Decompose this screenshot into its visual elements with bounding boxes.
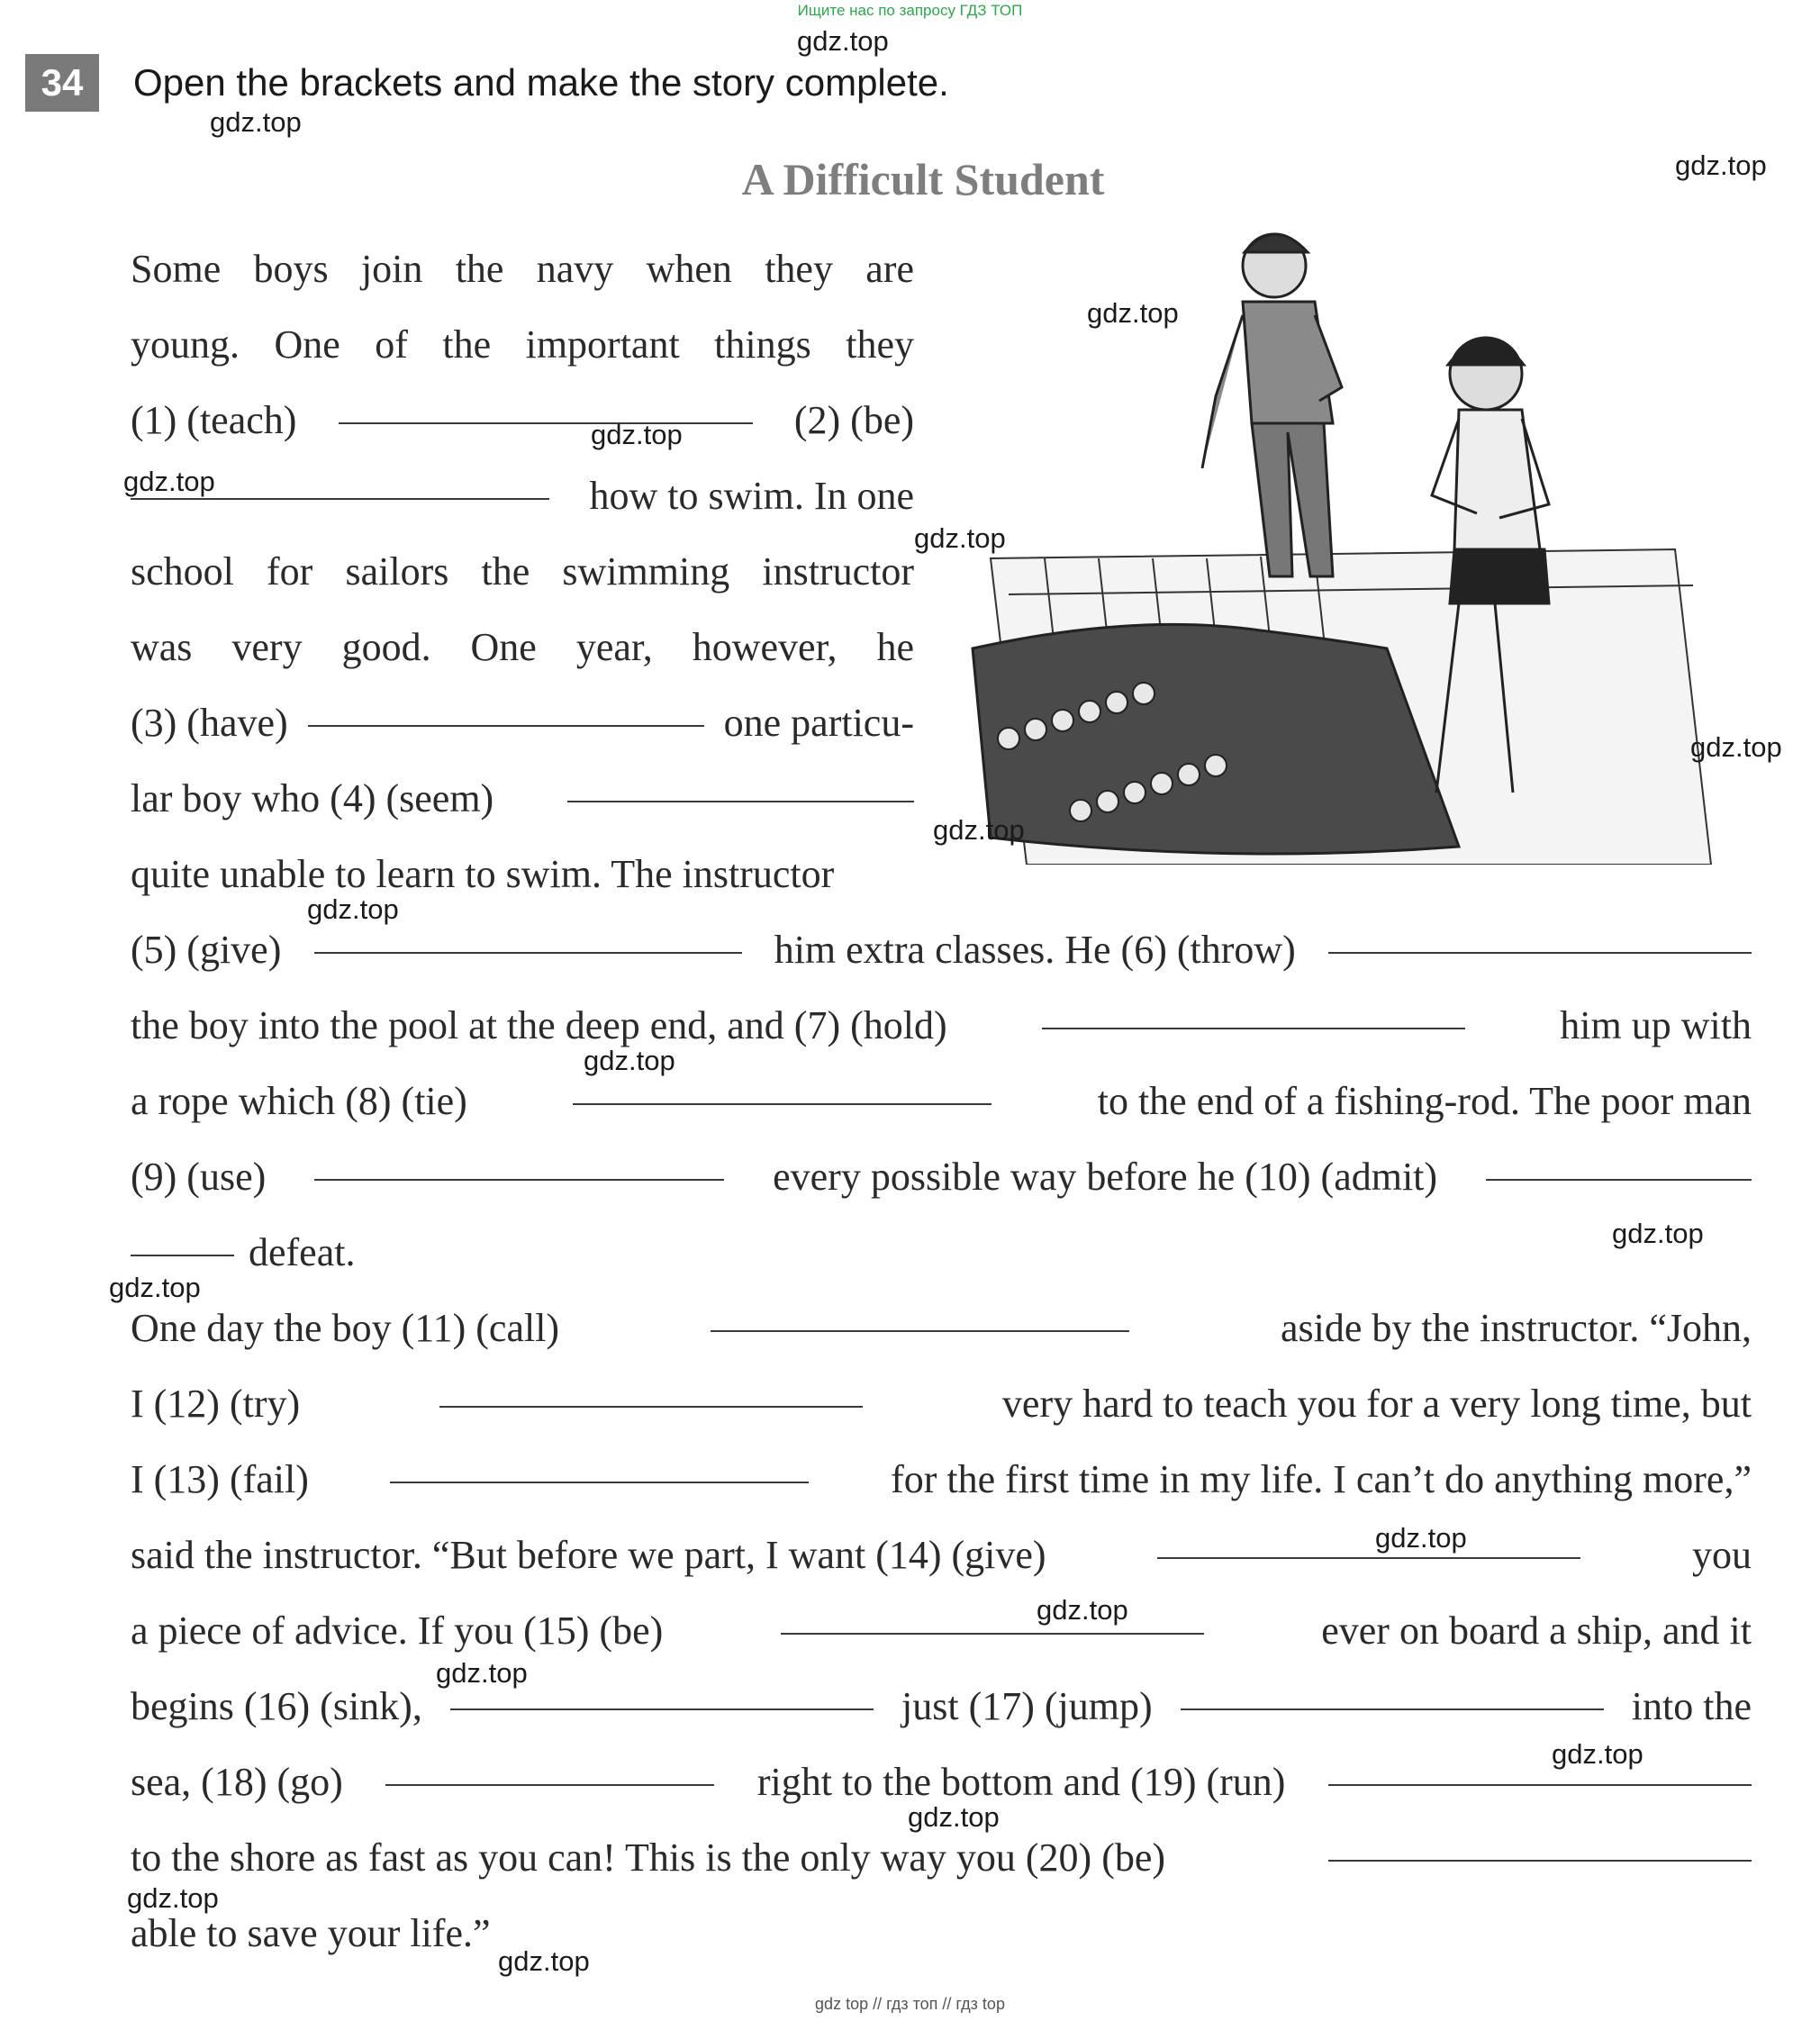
- story-text-fragment: for the first time in my life. I can’t do anything more,”: [891, 1457, 1752, 1501]
- story-text-fragment: they: [846, 322, 914, 367]
- watermark: gdz.top: [1552, 1738, 1643, 1770]
- story-text-fragment: a piece of advice. If you (15) (be): [131, 1609, 664, 1653]
- watermark: gdz.top: [1037, 1594, 1128, 1626]
- story-text-fragment: (3) (have): [131, 701, 288, 745]
- exercise-instruction: Open the brackets and make the story complete.: [133, 61, 949, 104]
- story-text-fragment: instructor: [762, 549, 914, 594]
- story-text-fragment: one particu-: [723, 701, 914, 745]
- story-line: [131, 850, 914, 899]
- watermark: gdz.top: [1690, 731, 1782, 763]
- story-text-fragment: aside by the instructor. “John,: [1280, 1306, 1752, 1350]
- watermark: gdz.top: [1612, 1218, 1704, 1249]
- story-line: [131, 396, 914, 445]
- story-text-fragment: how to swim. In one: [589, 474, 914, 518]
- story-line: [131, 1304, 1752, 1353]
- exercise-number-badge: 34: [25, 54, 99, 112]
- story-text-fragment: are: [865, 247, 914, 291]
- watermark: gdz.top: [591, 419, 683, 450]
- story-text-fragment: navy: [536, 247, 614, 291]
- story-line: [131, 623, 914, 672]
- story-line: [131, 699, 914, 748]
- story-text-fragment: year,: [575, 625, 653, 669]
- story-text-fragment: able to save your life.”: [131, 1911, 491, 1955]
- story-text-fragment: One day the boy (11) (call): [131, 1306, 560, 1350]
- watermark: gdz.top: [797, 25, 889, 57]
- story-text-fragment: ever on board a ship, and it: [1321, 1609, 1752, 1653]
- answer-blank[interactable]: [1181, 1708, 1604, 1710]
- story-line: [131, 472, 914, 521]
- story-text-fragment: he: [876, 625, 914, 669]
- watermark: gdz.top: [210, 106, 302, 138]
- top-banner[interactable]: Ищите нас по запросу ГДЗ ТОП: [797, 2, 1023, 19]
- answer-blank[interactable]: [1042, 1027, 1465, 1029]
- story-line: [131, 1607, 1752, 1655]
- story-text-fragment: every possible way before he (10) (admit): [773, 1155, 1438, 1199]
- story-line: [131, 775, 914, 823]
- story-text-fragment: lar boy who (4) (seem): [131, 776, 494, 820]
- story-line: [131, 321, 914, 369]
- story-text-fragment: swimming: [562, 549, 730, 594]
- story-line: [131, 1153, 1752, 1201]
- answer-blank[interactable]: [339, 421, 753, 424]
- watermark: gdz.top: [933, 814, 1025, 846]
- pool-illustration: [955, 216, 1729, 865]
- story-text-fragment: was: [131, 625, 193, 669]
- watermark: gdz.top: [498, 1945, 590, 1977]
- story-text-fragment: him extra classes. He (6) (throw): [774, 928, 1296, 972]
- story-text-fragment: when: [646, 247, 732, 291]
- story-text-fragment: school: [131, 549, 234, 594]
- story-line: [131, 926, 1752, 974]
- story-text-fragment: important: [525, 322, 680, 367]
- story-text-fragment: I (12) (try): [131, 1382, 301, 1426]
- story-text-fragment: sea, (18) (go): [131, 1760, 343, 1804]
- story-text-fragment: said the instructor. “But before we part, I want (14) (give): [131, 1533, 1046, 1577]
- answer-blank[interactable]: [450, 1708, 874, 1710]
- watermark: gdz.top: [908, 1801, 1000, 1833]
- story-text-fragment: for: [267, 549, 313, 594]
- answer-blank[interactable]: [314, 1178, 724, 1181]
- answer-blank[interactable]: [781, 1632, 1204, 1635]
- story-text-fragment: (9) (use): [131, 1155, 267, 1199]
- story-text-fragment: the: [455, 247, 504, 291]
- story-text-fragment: to the end of a fishing-rod. The poor man: [1097, 1079, 1752, 1123]
- story-text-fragment: just (17) (jump): [901, 1684, 1153, 1728]
- story-text-fragment: a rope which (8) (tie): [131, 1079, 467, 1123]
- watermark: gdz.top: [584, 1045, 675, 1076]
- story-line: [131, 1380, 1752, 1428]
- watermark: gdz.top: [123, 466, 215, 497]
- answer-blank[interactable]: [1157, 1556, 1580, 1559]
- watermark: gdz.top: [436, 1657, 528, 1689]
- watermark: gdz.top: [1375, 1522, 1467, 1554]
- story-title: A Difficult Student: [741, 154, 1105, 204]
- story-text-fragment: sailors: [345, 549, 449, 594]
- story-line: [131, 1455, 1752, 1504]
- answer-blank[interactable]: [1328, 1859, 1752, 1862]
- footer-links[interactable]: gdz top // гдз топ // гдз top: [815, 1995, 1005, 2013]
- story-line: [131, 1228, 378, 1277]
- answer-blank[interactable]: [1328, 951, 1752, 954]
- story-text-fragment: good.: [341, 625, 431, 669]
- story-text-fragment: him up with: [1560, 1003, 1752, 1047]
- answer-blank[interactable]: [385, 1783, 714, 1786]
- watermark: gdz.top: [914, 522, 1006, 554]
- story-line: [131, 1531, 1752, 1580]
- story-text-fragment: of: [375, 322, 408, 367]
- answer-blank[interactable]: [390, 1481, 809, 1483]
- story-text-fragment: quite unable to learn to swim. The instructor: [131, 852, 835, 896]
- watermark: gdz.top: [127, 1882, 219, 1914]
- story-text-fragment: into the: [1631, 1684, 1752, 1728]
- answer-blank[interactable]: [573, 1102, 991, 1105]
- story-text-fragment: you: [1692, 1533, 1752, 1577]
- story-line: [131, 1077, 1752, 1126]
- story-line: [131, 548, 914, 596]
- story-text-fragment: boys: [253, 247, 329, 291]
- story-text-fragment: young.: [131, 322, 240, 367]
- story-text-fragment: to the shore as fast as you can! This is the only way you (20) (be): [131, 1835, 1166, 1880]
- watermark: gdz.top: [307, 893, 399, 925]
- story-text-fragment: One: [274, 322, 340, 367]
- answer-blank[interactable]: [314, 951, 742, 954]
- answer-blank[interactable]: [308, 724, 704, 727]
- story-text-fragment: join: [360, 247, 423, 291]
- story-text-fragment: the: [442, 322, 492, 367]
- story-text-fragment: very: [231, 625, 303, 669]
- watermark: gdz.top: [1675, 150, 1767, 181]
- story-line: [131, 245, 914, 294]
- answer-blank[interactable]: [131, 1254, 234, 1256]
- story-text-fragment: the: [481, 549, 530, 594]
- story-text-fragment: (5) (give): [131, 928, 282, 972]
- answer-blank[interactable]: [1328, 1783, 1752, 1786]
- story-text-fragment: however,: [692, 625, 838, 669]
- answer-blank[interactable]: [567, 800, 914, 802]
- watermark: gdz.top: [109, 1272, 201, 1303]
- story-line: [131, 1001, 1752, 1050]
- answer-blank[interactable]: [711, 1329, 1129, 1332]
- story-line: [131, 1682, 1752, 1731]
- story-text-fragment: (1) (teach): [131, 398, 297, 442]
- story-line: [131, 1758, 1752, 1807]
- watermark: gdz.top: [1087, 297, 1179, 329]
- story-text-fragment: right to the bottom and (19) (run): [756, 1760, 1286, 1804]
- story-text-fragment: One: [470, 625, 537, 669]
- story-text-fragment: (2) (be): [793, 398, 914, 442]
- story-text-fragment: the boy into the pool at the deep end, and (7) (hold): [131, 1003, 947, 1047]
- story-text-fragment: very hard to teach you for a very long time, but: [1001, 1382, 1752, 1426]
- story-text-fragment: I (13) (fail): [131, 1457, 309, 1501]
- story-text-fragment: defeat.: [249, 1230, 356, 1274]
- answer-blank[interactable]: [439, 1405, 863, 1408]
- answer-blank[interactable]: [1486, 1178, 1752, 1181]
- story-text-fragment: things: [714, 322, 811, 367]
- story-text-fragment: they: [765, 247, 833, 291]
- story-text-fragment: Some: [131, 247, 222, 291]
- story-text-fragment: begins (16) (sink),: [131, 1684, 422, 1728]
- story-line: [131, 1834, 1752, 1882]
